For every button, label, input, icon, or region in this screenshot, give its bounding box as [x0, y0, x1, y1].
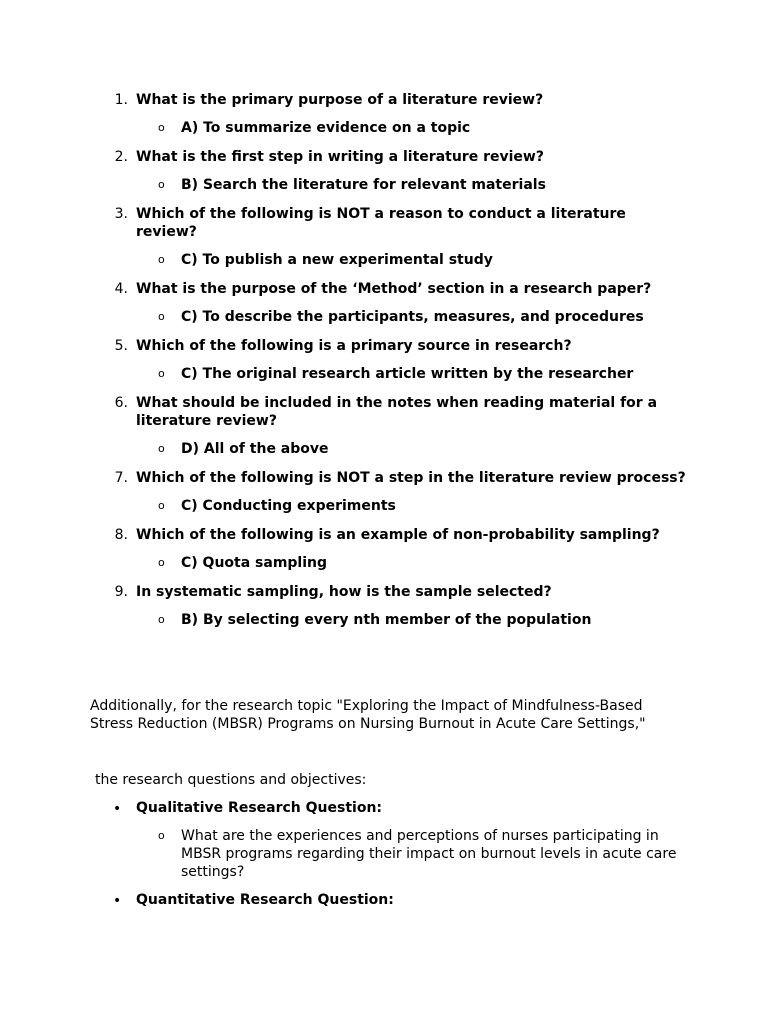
- qualitative-question-label: Qualitative Research Question:: [136, 800, 383, 816]
- answer-item: [0, 554, 768, 572]
- answer-text: C) Conducting experiments: [181, 498, 396, 514]
- question-text: What is the primary purpose of a literature review?: [136, 92, 544, 108]
- answer-item: [0, 365, 768, 383]
- quiz-question-list: [0, 91, 768, 640]
- question-number: 9.: [114, 584, 128, 600]
- answer-item: [0, 440, 768, 458]
- question-number: 8.: [114, 527, 128, 543]
- quiz-item: [0, 91, 768, 137]
- bullet-marker: •: [113, 893, 122, 909]
- bullet-marker: •: [113, 801, 122, 817]
- answer-bullet: o: [158, 310, 165, 323]
- qualitative-question-text: What are the experiences and perceptions of nurses participating in MBSR programs regarding their impact on burnout levels in acute care settings?: [181, 828, 677, 880]
- question-text: What is the purpose of the ‘Method’ section in a research paper?: [136, 281, 652, 297]
- question-text: Which of the following is an example of non-probability sampling?: [136, 527, 660, 543]
- answer-text: B) By selecting every nth member of the population: [181, 612, 592, 628]
- research-questions-intro: the research questions and objectives:: [95, 772, 367, 788]
- quantitative-question-label: Quantitative Research Question:: [136, 892, 394, 908]
- question-text: What is the first step in writing a literature review?: [136, 149, 544, 165]
- answer-bullet: o: [158, 556, 165, 569]
- question-number: 6.: [114, 395, 128, 411]
- answer-item: [0, 176, 768, 194]
- answer-item: [0, 308, 768, 326]
- quiz-item: [0, 469, 768, 515]
- question-text: Which of the following is a primary source in research?: [136, 338, 572, 354]
- answer-bullet: o: [158, 442, 165, 455]
- question-number: 7.: [114, 470, 128, 486]
- answer-bullet: o: [158, 121, 165, 134]
- answer-text: A) To summarize evidence on a topic: [181, 120, 471, 136]
- answer-item: [0, 497, 768, 515]
- question-number: 1.: [114, 92, 128, 108]
- answer-bullet: o: [158, 178, 165, 191]
- quiz-item: [0, 583, 768, 629]
- answer-bullet: o: [158, 499, 165, 512]
- question-number: 2.: [114, 149, 128, 165]
- intro-paragraph: Additionally, for the research topic "Exploring the Impact of Mindfulness-Based Stress Reduction (MBSR) Programs on Nursing Burnout in Acute Care Settings,": [90, 698, 646, 732]
- quiz-item: [0, 394, 768, 458]
- answer-text: C) To publish a new experimental study: [181, 252, 493, 268]
- answer-bullet: o: [158, 253, 165, 266]
- question-number: 3.: [114, 206, 128, 222]
- answer-bullet: o: [158, 367, 165, 380]
- answer-item: [0, 251, 768, 269]
- quiz-item: [0, 205, 768, 269]
- answer-text: C) Quota sampling: [181, 555, 328, 571]
- question-number: 4.: [114, 281, 128, 297]
- question-text: In systematic sampling, how is the sample selected?: [136, 584, 552, 600]
- quiz-item: [0, 526, 768, 572]
- quiz-item: [0, 280, 768, 326]
- sub-bullet-marker: o: [158, 829, 165, 842]
- question-text: Which of the following is NOT a step in the literature review process?: [136, 470, 686, 486]
- answer-text: B) Search the literature for relevant materials: [181, 177, 546, 193]
- question-number: 5.: [114, 338, 128, 354]
- quiz-item: [0, 337, 768, 383]
- answer-item: [0, 119, 768, 137]
- quiz-item: [0, 148, 768, 194]
- answer-text: D) All of the above: [181, 441, 329, 457]
- answer-text: C) The original research article written by the researcher: [181, 366, 634, 382]
- answer-text: C) To describe the participants, measures, and procedures: [181, 309, 644, 325]
- answer-item: [0, 611, 768, 629]
- question-text: Which of the following is NOT a reason to conduct a literature review?: [136, 206, 626, 240]
- answer-bullet: o: [158, 613, 165, 626]
- question-text: What should be included in the notes when reading material for a literature review?: [136, 395, 658, 429]
